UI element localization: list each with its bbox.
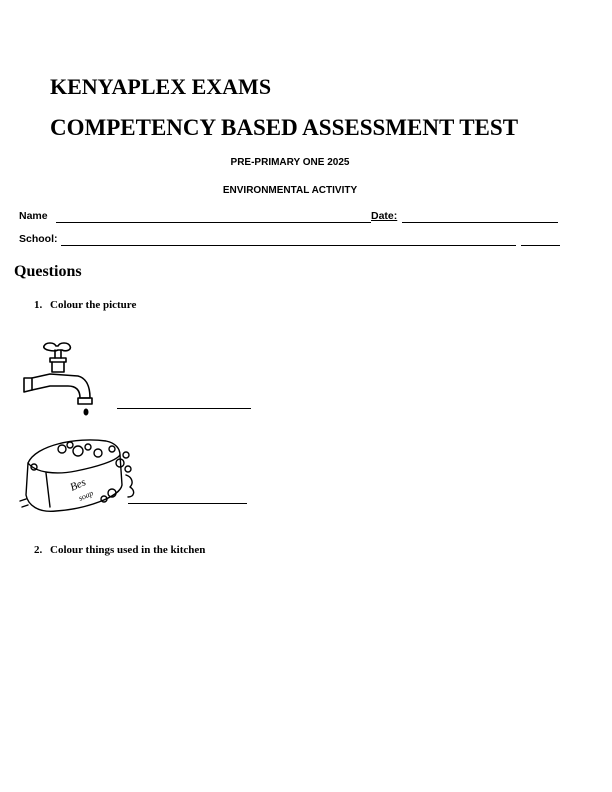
exam-provider-title: KENYAPLEX EXAMS	[50, 74, 272, 99]
question-1-number: 1.	[34, 299, 43, 311]
date-line	[402, 222, 558, 223]
question-1-text: Colour the picture	[50, 299, 137, 311]
soap-icon	[16, 425, 146, 525]
tap-answer-line	[117, 408, 251, 409]
question-2	[34, 544, 205, 556]
tap-icon	[20, 338, 100, 418]
school-line	[61, 245, 516, 246]
subject-subtitle: ENVIRONMENTAL ACTIVITY	[222, 185, 358, 196]
question-2-text: Colour things used in the kitchen	[50, 544, 206, 556]
grade-subtitle: PRE-PRIMARY ONE 2025	[230, 157, 350, 168]
questions-heading: Questions	[14, 263, 82, 280]
date-label: Date:	[371, 210, 398, 222]
soap-label-text: soap	[77, 488, 95, 503]
question-2-number: 2.	[34, 544, 43, 556]
school-label: School:	[19, 233, 58, 245]
name-label: Name	[19, 210, 48, 222]
school-line-extra	[521, 245, 560, 246]
soap-brand-text: Bes	[68, 476, 88, 494]
question-1	[34, 299, 136, 311]
name-line	[56, 222, 371, 223]
test-title: COMPETENCY BASED ASSESSMENT TEST	[50, 115, 519, 140]
soap-answer-line	[128, 503, 247, 504]
